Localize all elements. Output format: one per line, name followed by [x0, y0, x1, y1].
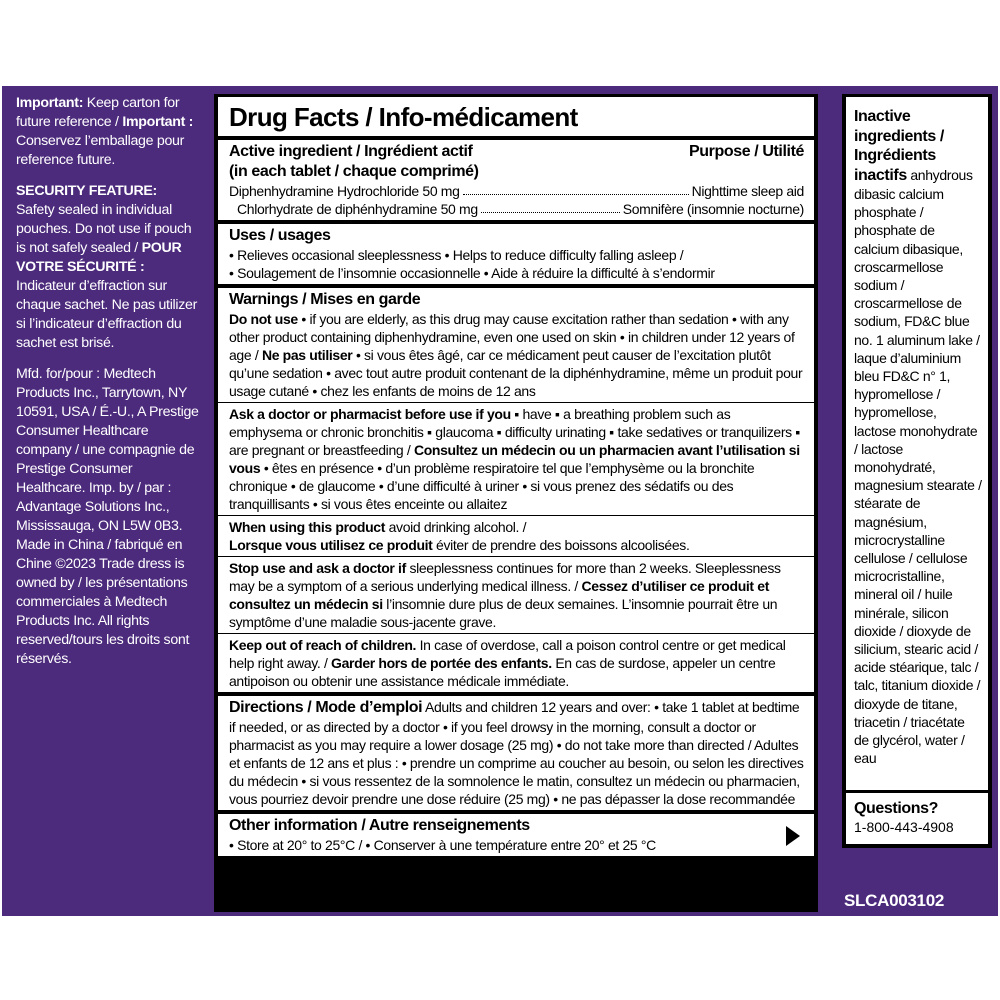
purpose-fr: Somnifère (insomnie nocturne): [622, 201, 804, 217]
consult-text: • êtes en présence • d’un problème respiratoire tel que l’emphysème ou la bronchite chronique • de glaucome • d’une difficulté à uriner • si vous prenez des sédatifs ou des tranquillisants • si vous êtes enceinte ou allaitez: [229, 460, 755, 512]
stop-use-text: sleeplessness continues for more than 2 weeks. Sleeplessness may be a symptom of a serious underlying medical illness. /: [229, 560, 781, 594]
uses-section: [218, 224, 814, 284]
important-fr-label: Important :: [122, 114, 194, 130]
directions-heading: Directions / Mode d’emploi: [229, 699, 423, 716]
keep-out-label: Keep out of reach of children.: [229, 637, 417, 653]
do-not-use-text: • if you are elderly, as this drug may cause excitation rather than sedation • with any other product containing diphenhydramine, even one used on skin • in children under 12 years of age /: [229, 311, 795, 363]
stop-use: [218, 556, 814, 631]
when-using-label: When using this product: [229, 519, 386, 535]
cessez-label: Cessez d’utiliser ce produit et consultez un médecin si: [229, 578, 770, 612]
manufacturer-info: Mfd. for/pour : Medtech Products Inc., Tarrytown, NY 10591, USA / É.-U., A Prestige Consumer Healthcare company / une compagnie de Prestige Consumer Healthcare. Imp. by / par : Advantage Solutions Inc., Mississauga, ON L5W 0B3. Made in China / fabriqué en Chine ©2023 Trade dress is owned by / les présentations commerciales à Medtech Products Inc. All rights reserved/tours les droits sont réservés.: [16, 366, 199, 667]
when-using-text: avoid drinking alcohol. /: [385, 519, 527, 535]
questions-phone: 1-800-443-4908: [854, 819, 954, 835]
active-ingredient-section: [218, 140, 814, 220]
important-en-text: Keep carton for future reference /: [16, 95, 180, 130]
ingredient-fr: Chlorhydrate de diphénhydramine 50 mg: [237, 201, 478, 217]
security-label: SECURITY FEATURE:: [16, 183, 157, 199]
drug-facts-title: Drug Facts / Info-médicament: [218, 97, 814, 136]
warnings-section: [218, 288, 814, 692]
ne-pas-utiliser-text: • si vous êtes âgé, car ce médicament peut causer de l’excitation plutôt qu’une sedation • avec tout autre produit contenant de la diphénhydramine, même un produit pour usage cutané • chez les enfants de moins de 12 ans: [229, 347, 803, 399]
warnings-heading: Warnings / Mises en garde: [229, 291, 421, 308]
garder-label: Garder hors de portée des enfants.: [331, 655, 552, 671]
security-feature: [16, 182, 204, 353]
do-not-use-label: Do not use: [229, 311, 298, 327]
consult-label: Consultez un médecin ou un pharmacien avant l’utilisation si vous: [229, 442, 800, 476]
active-ingredient-subheading: (in each tablet / chaque comprimé): [229, 163, 479, 180]
ingredient-row-en: [229, 182, 804, 200]
cessez-text: l’insomnie dure plus de deux semaines. L’insomnie pourrait être un symptôme d’une maladie sous-jacente grave.: [229, 596, 778, 630]
inactive-ingredients-box: [842, 94, 992, 848]
ne-pas-utiliser-label: Ne pas utiliser: [261, 347, 353, 363]
ingredient-en: Diphenhydramine Hydrochloride 50 mg: [229, 183, 460, 199]
purpose-heading: Purpose / Utilité: [689, 143, 804, 160]
ask-doctor: [218, 402, 814, 513]
other-information-text: • Store at 20° to 25°C / • Conserver à une température entre 20° et 25 °C: [229, 837, 656, 853]
stop-use-label: Stop use and ask a doctor if: [229, 560, 406, 576]
security-fr-label: POUR VOTRE SÉCURITÉ :: [16, 240, 182, 275]
active-ingredient-heading: Active ingredient / Ingrédient actif: [229, 143, 473, 160]
questions-heading: Questions?: [854, 800, 939, 817]
uses-heading: Uses / usages: [229, 227, 331, 244]
directions-text: Adults and children 12 years and over: • take 1 tablet at bedtime if needed, or as directed by a doctor • if you feel drowsy in the morning, consult a doctor or pharmacist as you may require a lower dosage (25 mg) • do not take more than directed / Adultes et enfants de 12 ans et plus : • prendre un comprime au coucher au besoin, ou selon les directives du médecin • si vous ressentez de la somnolence le matin, consultez un médecin ou pharmacien, vous pourriez devoir prendre une dose réduire (25 mg) • ne pas dépasser la dose recommandée: [229, 699, 804, 807]
important-en-label: Important:: [16, 95, 84, 111]
inactive-heading: Inactive ingredients / Ingrédients inactifs: [854, 108, 944, 184]
garder-text: En cas de surdose, appeler un centre antipoison ou obtenir une assistance médicale immédiate.: [229, 655, 776, 689]
security-fr-text: Indicateur d’effraction sur chaque sachet. Ne pas utilizer si l’indicateur d’effraction du sachet est brisé.: [16, 278, 198, 351]
product-code: SLCA003102: [844, 891, 945, 910]
do-not-use: [229, 310, 804, 400]
keep-out-text: In case of overdose, call a poison control centre or get medical help right away. /: [229, 637, 786, 671]
inactive-text: anhydrous dibasic calcium phosphate / phosphate de calcium dibasique, croscarmellose sodium / croscarmellose de sodium, FD&C blue no. 1 aluminum lake / laque d’aluminium bleu FD&C n° 1, hypromellose / hypromellose, lactose monohydrate / lactose monohydraté, magnesium stearate / stéarate de magnésium, microcrystalline cellulose / cellulose microcristalline, mineral oil / huile minérale, silicon dioxide / dioxyde de silicium, stearic acid / acide stéarique, talc / talc, titanium dioxide / dioxyde de titane, triacetin / triacétate de glycérol, water / eau: [854, 166, 982, 767]
uses-line-en: • Relieves occasional sleeplessness • Helps to reduce difficulty falling asleep /: [229, 247, 684, 263]
ingredient-row-fr: [229, 200, 804, 218]
other-information-section: [218, 814, 814, 856]
directions-section: [218, 696, 814, 810]
important-note: [16, 94, 204, 170]
when-using: [218, 515, 814, 554]
drug-facts-box: [214, 94, 818, 912]
keep-out-of-reach: [218, 633, 814, 690]
security-text: Safety sealed in individual pouches. Do not use if pouch is not safely sealed /: [16, 202, 192, 256]
questions-box: [842, 790, 992, 848]
important-fr-text: Conservez l’emballage pour reference future.: [16, 133, 185, 168]
lorsque-label: Lorsque vous utilisez ce produit: [229, 537, 433, 553]
uses-line-fr: • Soulagement de l’insomnie occasionnelle • Aide à réduire la difficulté à s’endormir: [229, 265, 715, 281]
other-information-heading: Other information / Autre renseignements: [229, 817, 530, 834]
ask-doctor-text: ▪ have ▪ a breathing problem such as emphysema or chronic bronchitis ▪ glaucoma ▪ difficulty urinating ▪ take sedatives or tranquilizers ▪ are pregnant or breastfeeding /: [229, 406, 800, 458]
lorsque-text: éviter de prendre des boissons alcoolisées.: [432, 537, 690, 553]
ask-doctor-label: Ask a doctor or pharmacist before use if you: [229, 406, 511, 422]
left-info-column: [16, 94, 204, 681]
continue-arrow-icon: [786, 826, 800, 846]
purpose-en: Nighttime sleep aid: [691, 183, 804, 199]
